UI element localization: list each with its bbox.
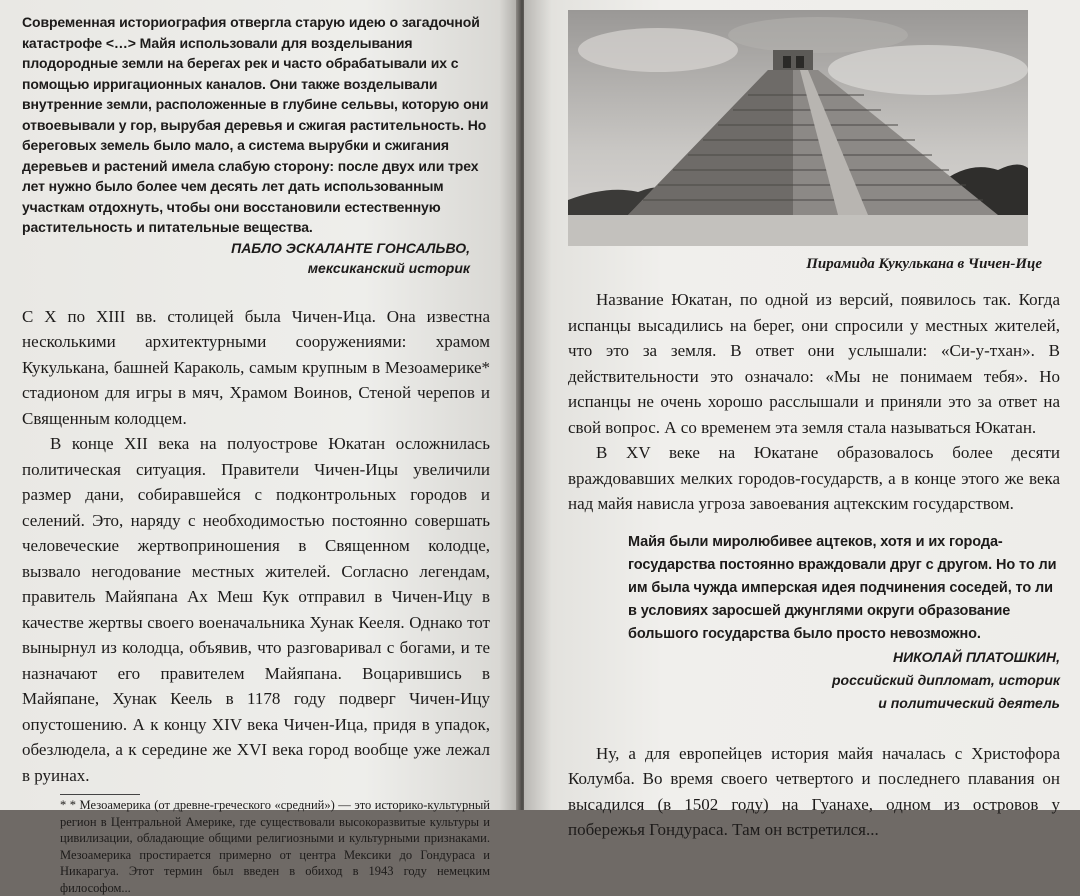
- photo-caption: Пирамида Кукулькана в Чичен-Ице: [806, 256, 1042, 272]
- left-epigraph-author-role: мексиканский историк: [307, 259, 470, 276]
- left-epigraph-author: ПАБЛО ЭСКАЛАНТЕ ГОНСАЛЬВО,: [231, 239, 470, 256]
- footnote-divider: [60, 794, 140, 795]
- left-paragraph-1: С X по XIII вв. столицей была Чичен-Ица. Она известна несколькими архитектурными сооружениями: храмом Кукулькана, башней Караколь, самым крупным в Мезоамерике* стадионом для игры в мяч, Храмом Воинов, Стеной черепов и Священным колодцем.: [22, 306, 490, 428]
- left-body: [22, 304, 490, 789]
- right-epigraph: [628, 531, 1060, 715]
- right-epigraph-author: НИКОЛАЙ ПЛАТОШКИН,: [892, 648, 1060, 665]
- right-paragraph-1: Название Юкатан, по одной из версий, появилось так. Когда испанцы высадились на берег, они спросили у местных жителей, что это за земля. В ответ они услышали: «Си-у-тхан». В действительности это означало: «Мы не понимаем тебя». Но испанцы не очень хорошо расслышали и приняли это за ответ на свой вопрос. А со временем эта земля стала называться Юкатан.: [568, 290, 1060, 437]
- right-closing-paragraph: Ну, а для европейцев история майя началась с Христофора Колумба. Во время своего четвертого и последнего плавания он высадился (в 1502 году) на Гуанахе, одном из островов у побережья Гондураса. Там он встретился...: [568, 743, 1060, 839]
- left-paragraph-2: В конце XII века на полуострове Юкатан осложнилась политическая ситуация. Правители Чичен-Ицы увеличили размер дани, собиравшейся с подконтрольных городов и селений. Это, наряду с необходимостью постоянно совершать человеческие жертвоприношения в Священном колодце, вызвало негодование местных жителей. Согласно легендам, правитель Майяпана Ах Меш Кук отправил в Чичен-Ицу в качестве жертвы своего военачальника Хунак Кееля. Однако тот вынырнул из колодца, объявив, что разговаривал с богами, и те назначают его правителем Майяпана. Воцарившись в Майяпане, Хунак Кеель в 1178 году подверг Чичен-Ицу опустошению. А к концу XIV века Чичен-Ица, придя в упадок, обезлюдела, а к середине же XVI века город вообще уже лежал в руинах.: [22, 434, 490, 785]
- pyramid-photo: [568, 10, 1028, 246]
- right-epigraph-author-role-2: и политический деятель: [878, 694, 1060, 711]
- right-paragraph-2: В XV веке на Юкатане образовалось более десяти враждовавших мелких городов-государств, а в конце этого же века над майя нависла угроза завоевания ацтекским государством.: [568, 443, 1060, 513]
- left-epigraph-text: Современная историография отвергла старую идею о загадочной катастрофе <…> Майя использовали для возделывания плодородные земли на берегах рек и часто обрабатывали их с помощью ирригационных каналов. Они также возделывали внутренние земли, расположенные в глубине сельвы, которую они отвоевывали у гор, вырубая деревья и сжигая растительность. Но береговых земель было мало, а система вырубки и сжигания деревьев и растений имела слабую сторону: после двух или трех лет нужно было более чем десять лет дать использованным участкам отдохнуть, чтобы они восстановили естественную растительность и питательные вещества.: [22, 14, 489, 235]
- right-page: [524, 0, 1080, 839]
- footnote: * * Мезоамерика (от древне-греческого «средний») — это историко-культурный регион в Центральной Америке, где существовали высокоразвитые культуры и цивилизации, обладающие общими религиозными и культурными признаками. Мезоамерика простирается примерно от центра Мексики до Гондураса и Никарагуа. Этот термин был введен в обиход в 1943 году немецким философом...: [60, 798, 490, 895]
- left-page: [0, 0, 520, 895]
- right-epigraph-author-role-1: российский дипломат, историк: [831, 671, 1060, 688]
- right-epigraph-text: Майя были миролюбивее ацтеков, хотя и их города-государства постоянно враждовали друг с другом. Но то ли им была чужда имперская идея подчинения соседей, то ли в условиях заросшей джунглями округи образование большого государства было просто невозможно.: [628, 533, 1057, 642]
